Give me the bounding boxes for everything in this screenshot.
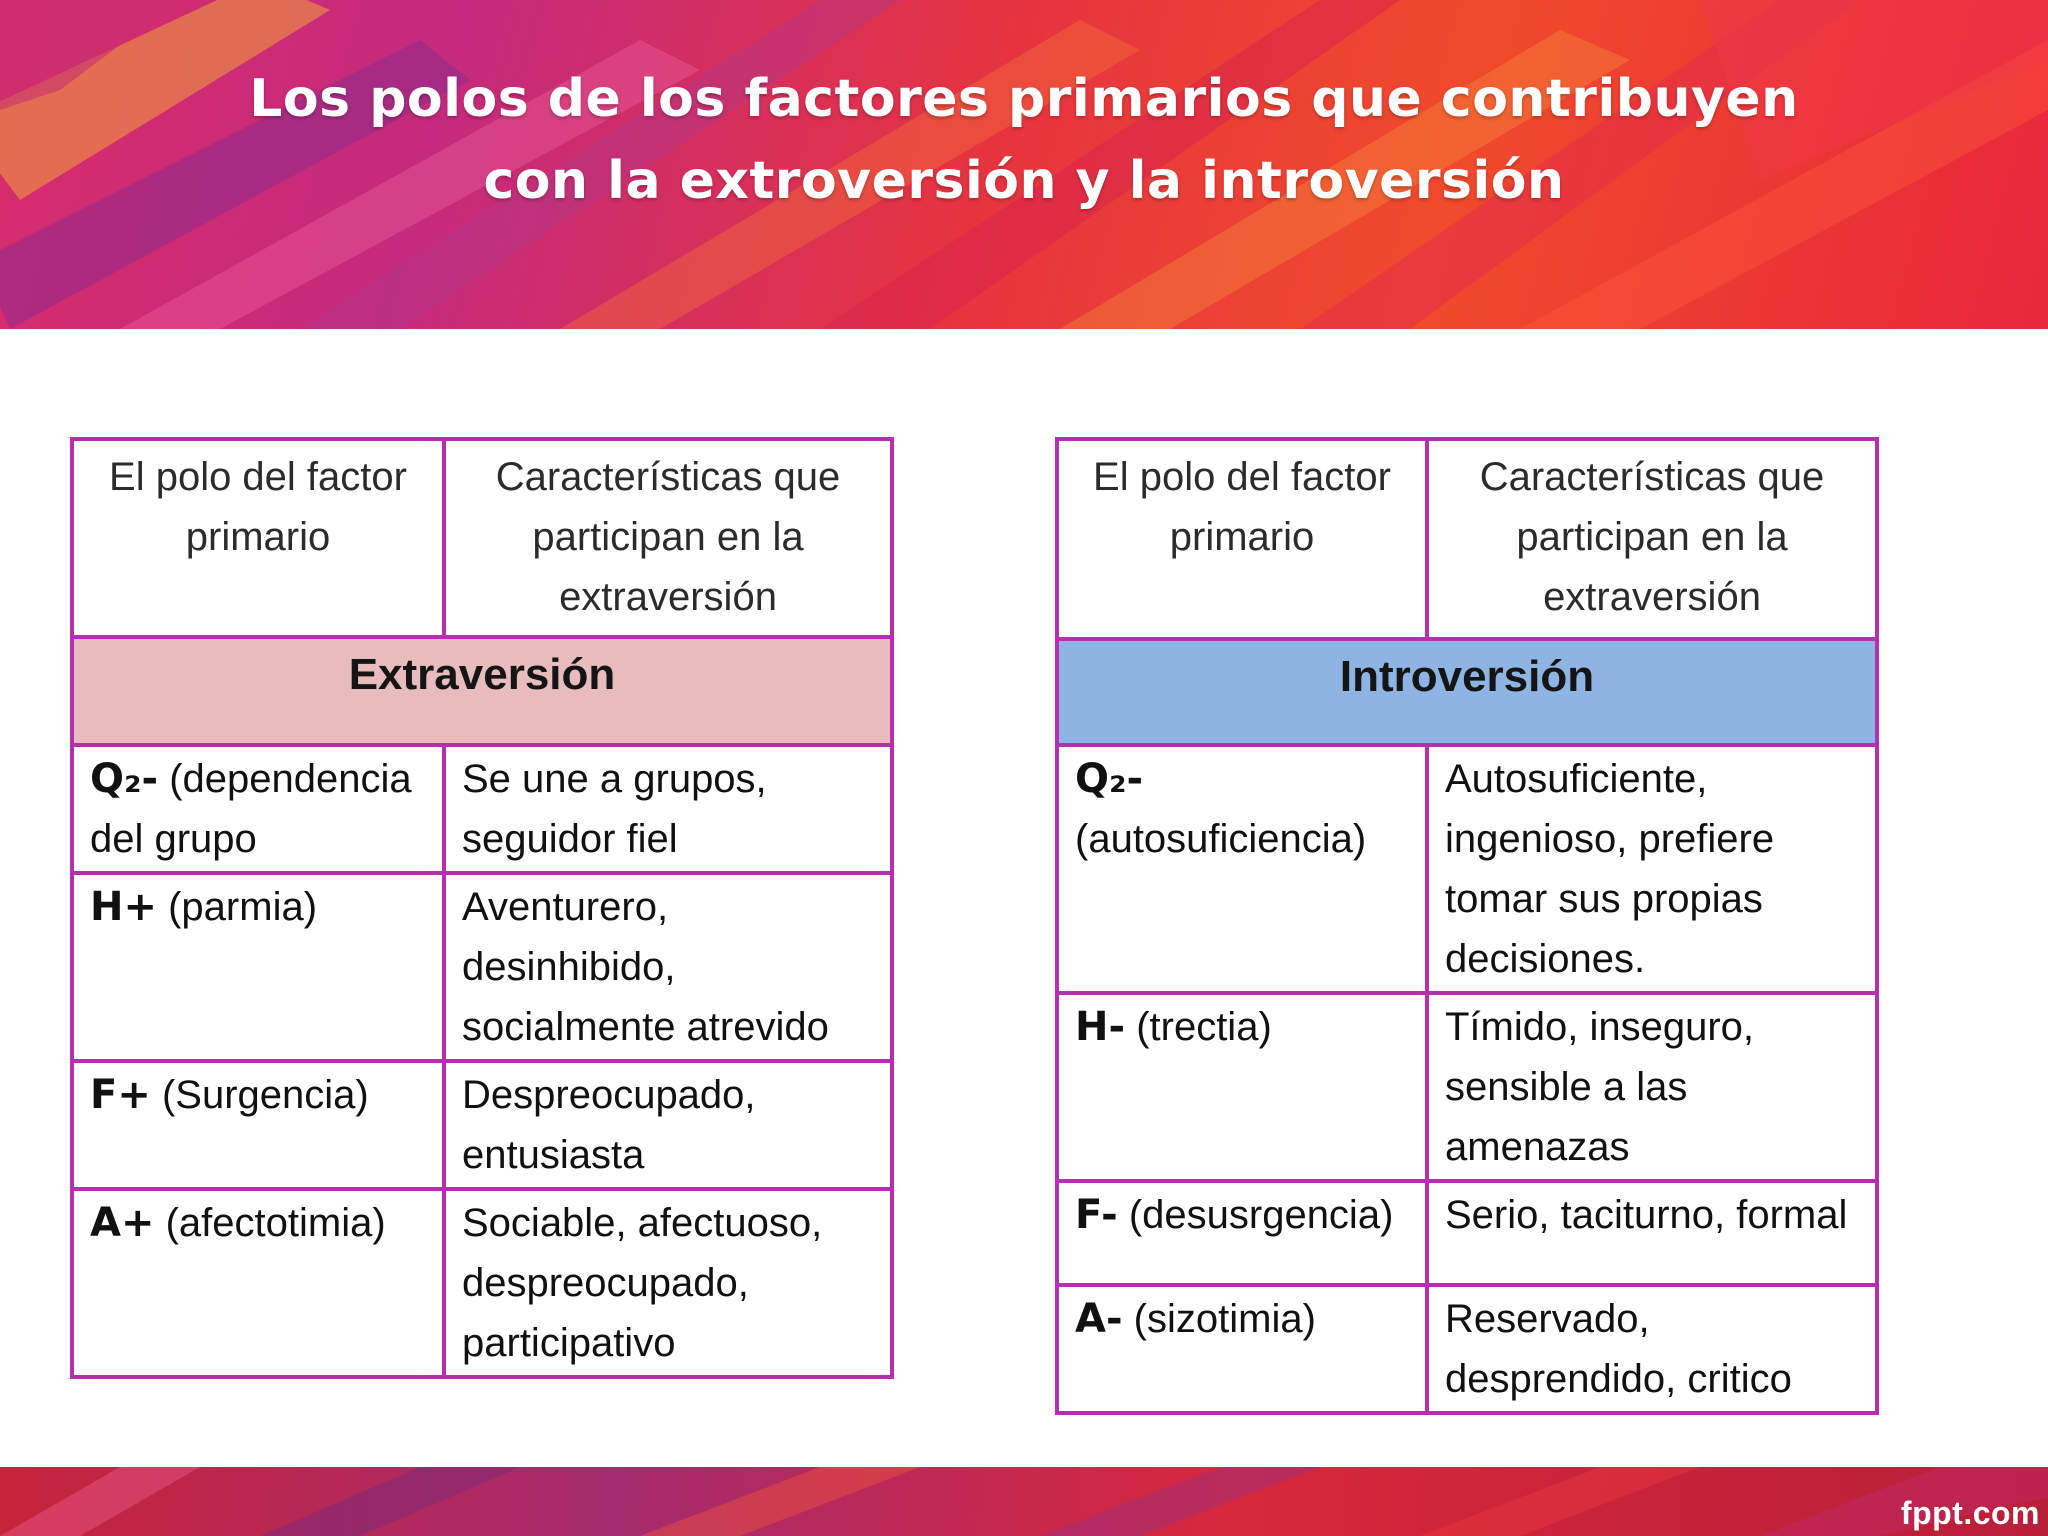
factor-cell	[1057, 1285, 1427, 1413]
table-row	[1057, 1285, 1877, 1413]
introversion-table	[1055, 437, 1879, 1415]
table-header-row	[1057, 439, 1877, 639]
factor-code: F+	[90, 1072, 151, 1118]
section-label-extraversion: Extraversión	[72, 637, 892, 745]
slide-title-line-1: Los polos de los factores primarios que contribuyen	[249, 69, 1799, 129]
bottom-banner	[0, 1467, 2048, 1536]
table-row	[72, 745, 892, 873]
table-row	[1057, 745, 1877, 993]
fppt-watermark: fppt.com	[1900, 1495, 2040, 1531]
section-row-introversion	[1057, 639, 1877, 745]
factor-code: F-	[1075, 1192, 1118, 1238]
header-cell-factor-pole: El polo del factor primario	[1057, 439, 1427, 639]
bottom-brush-strokes	[0, 1467, 2048, 1536]
factor-label: (Surgencia)	[150, 1073, 369, 1117]
table-row	[72, 1189, 892, 1377]
factor-label: (sizotimia)	[1122, 1297, 1316, 1341]
slide-title-line-2: con la extroversión y la introversión	[483, 151, 1565, 211]
characteristics-cell: Sociable, afectuoso, despreocupado, participativo	[444, 1189, 892, 1377]
factor-cell	[72, 745, 444, 873]
factor-label: (autosuficiencia)	[1075, 817, 1367, 861]
factor-code: H+	[90, 884, 157, 930]
characteristics-cell: Despreocupado, entusiasta	[444, 1061, 892, 1189]
factor-label: (parmia)	[157, 885, 318, 929]
header-cell-characteristics: Características que participan en la extraversión	[444, 439, 892, 637]
table-row	[72, 873, 892, 1061]
factor-code: A-	[1075, 1296, 1123, 1342]
slide-title	[0, 58, 2048, 222]
factor-cell	[1057, 1181, 1427, 1285]
characteristics-cell: Aventurero, desinhibido, socialmente atrevido	[444, 873, 892, 1061]
factor-code: Q₂-	[90, 756, 159, 802]
factor-code: H-	[1075, 1004, 1126, 1050]
characteristics-cell: Se une a grupos, seguidor fiel	[444, 745, 892, 873]
factor-cell	[72, 873, 444, 1061]
factor-cell	[1057, 993, 1427, 1181]
header-cell-factor-pole: El polo del factor primario	[72, 439, 444, 637]
table-row	[1057, 993, 1877, 1181]
characteristics-cell: Tímido, inseguro, sensible a las amenazas	[1427, 993, 1877, 1181]
factor-label: (trectia)	[1125, 1005, 1272, 1049]
extraversion-table	[70, 437, 894, 1379]
factor-label: (desusrgencia)	[1117, 1193, 1394, 1237]
section-label-introversion: Introversión	[1057, 639, 1877, 745]
factor-cell	[1057, 745, 1427, 993]
factor-code: Q₂-	[1075, 756, 1144, 802]
table-row	[1057, 1181, 1877, 1285]
table-row	[72, 1061, 892, 1189]
factor-cell	[72, 1061, 444, 1189]
section-row-extraversion	[72, 637, 892, 745]
table-header-row	[72, 439, 892, 637]
factor-code: A+	[90, 1200, 155, 1246]
header-cell-characteristics: Características que participan en la extraversión	[1427, 439, 1877, 639]
factor-label: (dependencia del grupo	[90, 757, 412, 861]
characteristics-cell: Serio, taciturno, formal	[1427, 1181, 1877, 1285]
characteristics-cell: Autosuficiente, ingenioso, prefiere tomar sus propias decisiones.	[1427, 745, 1877, 993]
characteristics-cell: Reservado, desprendido, critico	[1427, 1285, 1877, 1413]
factor-label: (afectotimia)	[154, 1201, 386, 1245]
factor-cell	[72, 1189, 444, 1377]
